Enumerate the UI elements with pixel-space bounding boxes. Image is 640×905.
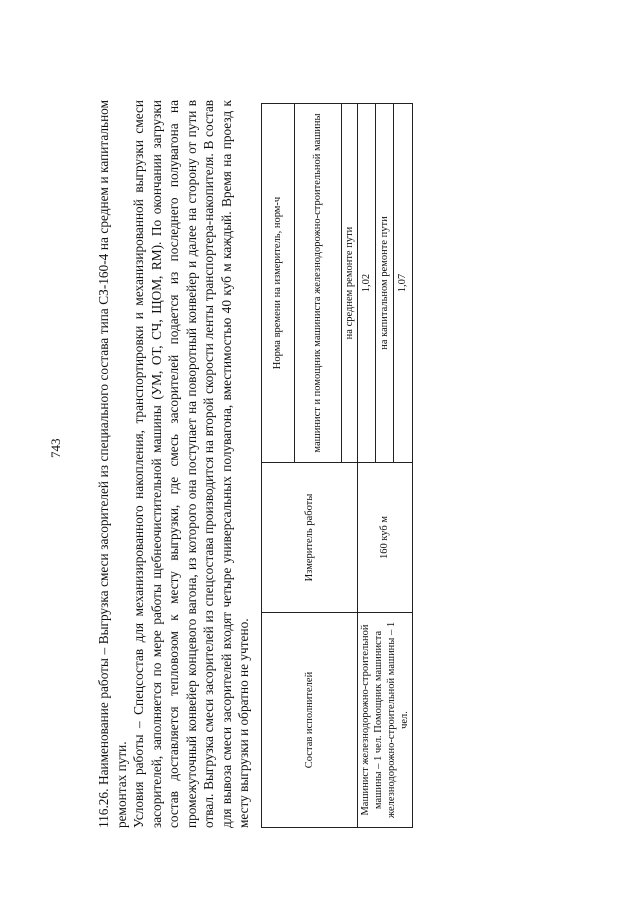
mid-value: 1,02: [357, 104, 375, 463]
executors-cell: Машинист железнодорожно-строительной машины – 1 чел. Помощник машиниста железнодорожно-строительной машины – 1 чел.: [357, 613, 412, 828]
header-row: [261, 104, 294, 828]
document-content: [95, 100, 413, 828]
header-unit: Измеритель работы: [261, 463, 357, 613]
norm-subheader: машинист и помощник машиниста железнодорожно-строительной машины: [294, 104, 341, 463]
work-conditions: Условия работы – Спецсостав для механизированного накопления, транспортировки и механизированной выгрузки смеси засорителей, заполняется по мере работы щебнеочистительной машины (УМ, ОТ, СЧ, ЩОМ, RM). По окончании загрузки состав доставляется тепловозом к месту выгрузки, где смесь засорителей подается из последнего полувагона на промежуточный конвейер концевого вагона, из которого она поступает на поворотный конвейер и далее на сторону от пути в отвал. Выгрузка смеси засорителей из спецсостава производится на второй скорости ленты транспортера-накопителя. В состав для вывоза смеси засорителей входят четыре универсальных полувагона, вместимостью 40 куб м каждый. Время на проезд к месту выгрузки и обратно не учтено.: [131, 100, 251, 828]
work-title: 116.26. Наименование работы – Выгрузка смеси засорителей из специального состава типа СЗ-160-4 на среднем и капитальном ремонтах пути.: [96, 100, 129, 828]
header-executors: Состав исполнителей: [261, 613, 357, 828]
header-norm: Норма времени на измеритель, норм-ч: [261, 104, 294, 463]
table-row: [357, 104, 375, 828]
unit-cell: 160 куб м: [357, 463, 412, 613]
cap-repair-label: на капитальном ремонте пути: [375, 104, 393, 463]
page-number: 743: [48, 438, 63, 458]
mid-repair-label: на среднем ремонте пути: [341, 104, 357, 463]
norm-table: [261, 103, 413, 828]
cap-value: 1,07: [394, 104, 412, 463]
